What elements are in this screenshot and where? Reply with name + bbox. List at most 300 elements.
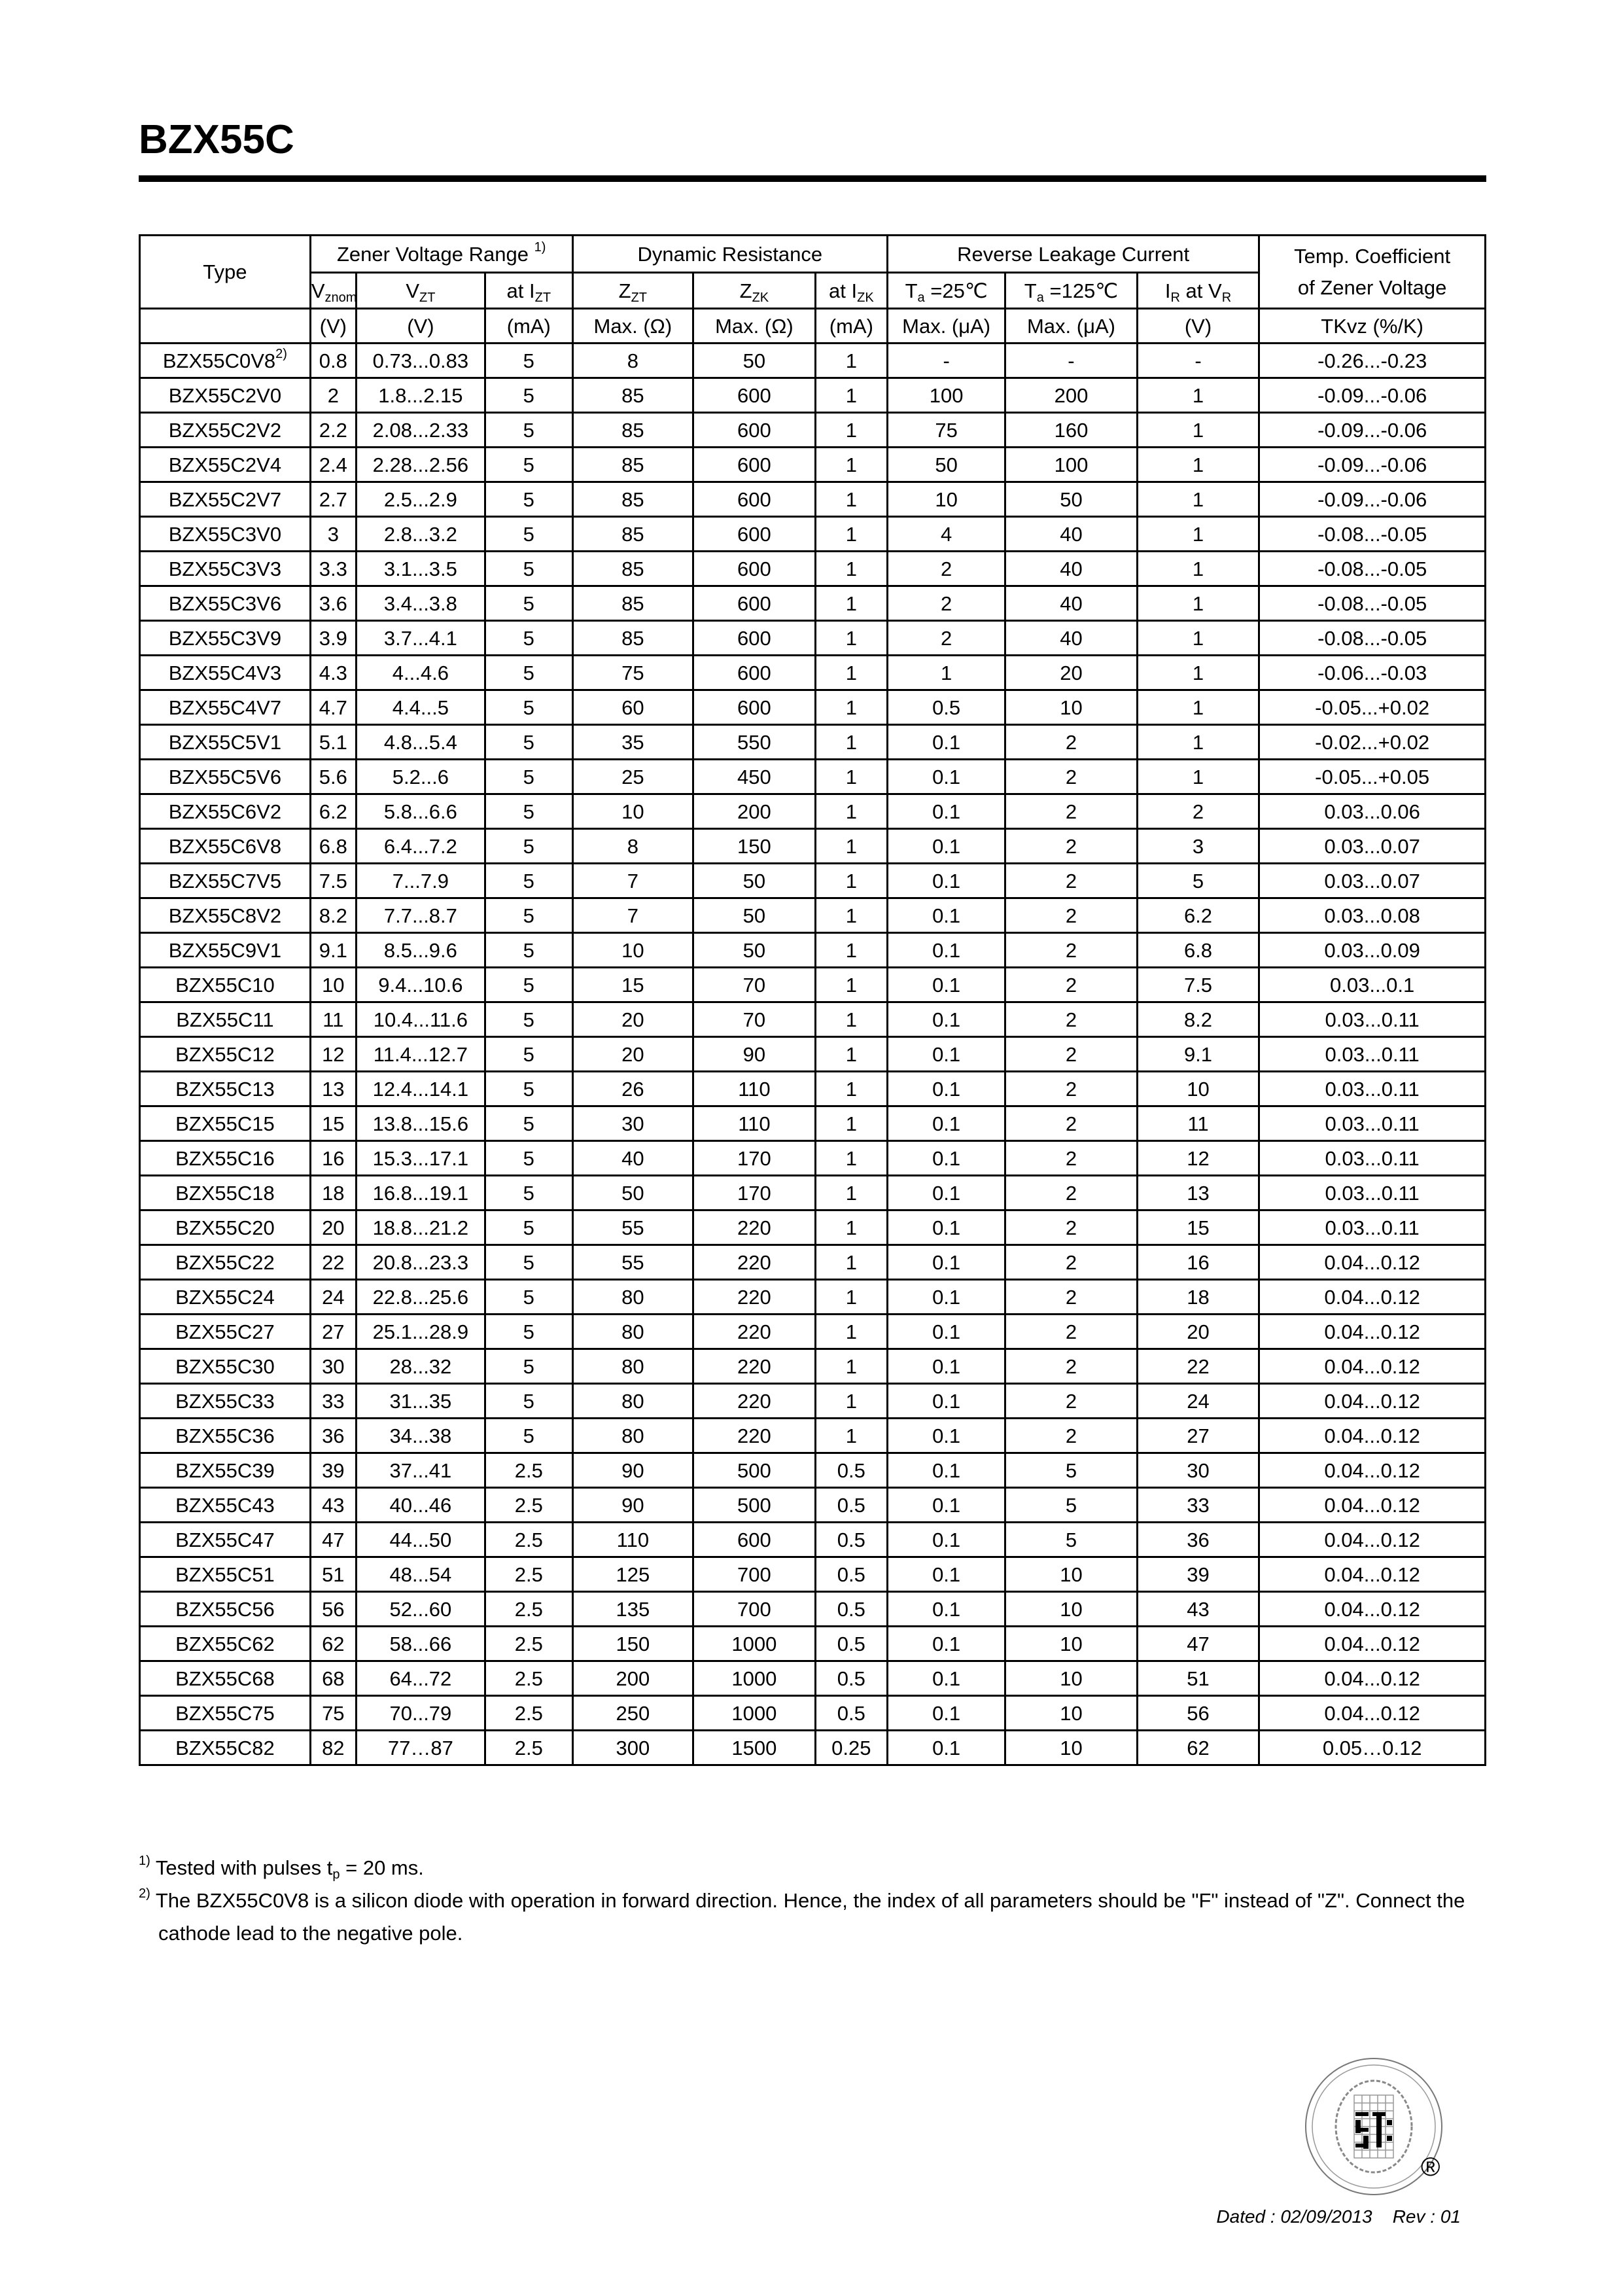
- table-cell: BZX55C20: [140, 1210, 311, 1245]
- table-cell: 110: [693, 1106, 816, 1141]
- table-cell: 47: [1137, 1627, 1259, 1661]
- table-cell: 0.03...0.11: [1259, 1002, 1486, 1037]
- table-cell: 220: [693, 1349, 816, 1384]
- table-cell: 0.04...0.12: [1259, 1627, 1486, 1661]
- table-cell: 5: [485, 517, 573, 552]
- table-cell: 10: [1005, 1592, 1137, 1627]
- table-cell: 1: [815, 344, 887, 378]
- table-cell: 90: [572, 1453, 693, 1488]
- table-cell: 18: [1137, 1280, 1259, 1315]
- table-cell: 0.03...0.08: [1259, 898, 1486, 933]
- table-row: [140, 1280, 1486, 1315]
- table-cell: 24: [1137, 1384, 1259, 1419]
- header-temp-coefficient-line2: of Zener Voltage: [1297, 275, 1447, 299]
- table-cell: 0.1: [888, 864, 1005, 898]
- table-cell: 1: [815, 725, 887, 760]
- table-cell: 600: [693, 656, 816, 690]
- table-cell: 4.4...5: [356, 690, 485, 725]
- table-cell: 5: [485, 1315, 573, 1349]
- table-cell: 3: [1137, 829, 1259, 864]
- table-cell: 2.5: [485, 1696, 573, 1731]
- table-cell: 10: [1005, 690, 1137, 725]
- table-cell: 0.1: [888, 760, 1005, 794]
- table-cell: 1.8...2.15: [356, 378, 485, 413]
- table-cell: 5: [485, 864, 573, 898]
- table-cell: 30: [572, 1106, 693, 1141]
- table-cell: 2.5...2.9: [356, 482, 485, 517]
- table-cell: 10: [1005, 1557, 1137, 1592]
- page-title: BZX55C: [139, 117, 294, 162]
- table-row: [140, 1141, 1486, 1176]
- table-cell: 0.1: [888, 1037, 1005, 1072]
- table-cell: 0.1: [888, 1661, 1005, 1696]
- table-cell: 0.1: [888, 1072, 1005, 1106]
- table-cell: 0.1: [888, 1592, 1005, 1627]
- table-cell: 5: [485, 378, 573, 413]
- table-cell: 13.8...15.6: [356, 1106, 485, 1141]
- table-cell: 50: [1005, 482, 1137, 517]
- table-cell: 11: [1137, 1106, 1259, 1141]
- table-cell: 200: [572, 1661, 693, 1696]
- table-cell: 22: [310, 1245, 356, 1280]
- table-cell: 1: [815, 1384, 887, 1419]
- header-zener-range-label: Zener Voltage Range: [337, 242, 529, 266]
- table-row: [140, 864, 1486, 898]
- table-cell: 5: [1005, 1488, 1137, 1523]
- table-cell: 8: [572, 344, 693, 378]
- table-cell: 170: [693, 1176, 816, 1210]
- table-cell: 0.1: [888, 1384, 1005, 1419]
- unit-type-blank: [140, 309, 311, 344]
- table-cell: 5: [485, 760, 573, 794]
- table-cell: 1: [815, 1349, 887, 1384]
- table-cell: 5: [485, 413, 573, 448]
- table-cell: -0.08...-0.05: [1259, 586, 1486, 621]
- table-cell: 20.8...23.3: [356, 1245, 485, 1280]
- table-cell: 0.5: [815, 1523, 887, 1557]
- table-cell: 2: [1005, 794, 1137, 829]
- table-cell: BZX55C13: [140, 1072, 311, 1106]
- table-cell: 22.8...25.6: [356, 1280, 485, 1315]
- table-cell: 3.6: [310, 586, 356, 621]
- table-cell: 1: [815, 1037, 887, 1072]
- table-cell: 450: [693, 760, 816, 794]
- table-cell: 0.1: [888, 968, 1005, 1002]
- table-cell: 6.2: [1137, 898, 1259, 933]
- table-row: [140, 1245, 1486, 1280]
- table-cell: 0.03...0.11: [1259, 1037, 1486, 1072]
- table-cell: 0.5: [815, 1696, 887, 1731]
- table-cell: 0.1: [888, 1176, 1005, 1210]
- table-cell: 0.04...0.12: [1259, 1592, 1486, 1627]
- table-cell: 1: [815, 933, 887, 968]
- table-cell: -0.09...-0.06: [1259, 378, 1486, 413]
- table-cell: 80: [572, 1349, 693, 1384]
- table-cell: 5: [1005, 1453, 1137, 1488]
- table-cell: 43: [1137, 1592, 1259, 1627]
- table-cell: 30: [310, 1349, 356, 1384]
- table-cell: 50: [572, 1176, 693, 1210]
- table-cell: 85: [572, 448, 693, 482]
- table-row: [140, 1349, 1486, 1384]
- table-cell: 90: [572, 1488, 693, 1523]
- footnote-ref-2: 2): [275, 346, 287, 361]
- table-cell: 39: [1137, 1557, 1259, 1592]
- table-cell: 0.04...0.12: [1259, 1419, 1486, 1453]
- table-cell: BZX55C5V6: [140, 760, 311, 794]
- table-cell: 600: [693, 448, 816, 482]
- table-cell: 75: [572, 656, 693, 690]
- table-cell: 2: [1005, 1419, 1137, 1453]
- table-cell: 31...35: [356, 1384, 485, 1419]
- table-cell: 2: [1005, 1245, 1137, 1280]
- table-cell: 50: [693, 898, 816, 933]
- table-row: [140, 1315, 1486, 1349]
- table-cell: BZX55C56: [140, 1592, 311, 1627]
- table-cell: 2.5: [485, 1557, 573, 1592]
- header-at-izt: at $I_{ZT}$: [485, 273, 573, 309]
- table-cell: 0.05…0.12: [1259, 1731, 1486, 1765]
- header-row-units: [140, 309, 1486, 344]
- table-cell: 2: [1137, 794, 1259, 829]
- table-cell: 2.5: [485, 1523, 573, 1557]
- unit-izk: (mA): [815, 309, 887, 344]
- table-cell: 0.73...0.83: [356, 344, 485, 378]
- table-cell: 10: [572, 933, 693, 968]
- table-cell: 0.04...0.12: [1259, 1349, 1486, 1384]
- table-cell: BZX55C15: [140, 1106, 311, 1141]
- table-cell: 0.1: [888, 1210, 1005, 1245]
- table-cell: 7.5: [310, 864, 356, 898]
- table-row: [140, 933, 1486, 968]
- table-cell: 5: [485, 656, 573, 690]
- table-cell: 700: [693, 1592, 816, 1627]
- table-cell: 1: [815, 482, 887, 517]
- table-cell: 110: [693, 1072, 816, 1106]
- table-cell: 70...79: [356, 1696, 485, 1731]
- table-cell: 85: [572, 482, 693, 517]
- table-cell: 7...7.9: [356, 864, 485, 898]
- table-cell: 6.8: [310, 829, 356, 864]
- table-cell: BZX55C2V0: [140, 378, 311, 413]
- table-cell: BZX55C47: [140, 1523, 311, 1557]
- table-cell: -0.06...-0.03: [1259, 656, 1486, 690]
- table-cell: 1: [815, 1002, 887, 1037]
- header-vznom: $V_{znom}$: [310, 273, 356, 309]
- table-cell: 16: [1137, 1245, 1259, 1280]
- table-cell: 2: [1005, 1384, 1137, 1419]
- table-cell: 100: [1005, 448, 1137, 482]
- table-cell: 5: [485, 1141, 573, 1176]
- table-cell: 1: [815, 829, 887, 864]
- table-cell: 10: [1005, 1731, 1137, 1765]
- header-ta-125: $T_a$ =125℃: [1005, 273, 1137, 309]
- unit-ir-125: Max. (μA): [1005, 309, 1137, 344]
- table-cell: 1: [815, 656, 887, 690]
- table-cell: 5: [485, 690, 573, 725]
- table-cell: BZX55C18: [140, 1176, 311, 1210]
- table-cell: 5: [485, 1280, 573, 1315]
- table-cell: 600: [693, 621, 816, 656]
- table-cell: 25: [572, 760, 693, 794]
- table-cell: 2: [1005, 725, 1137, 760]
- table-cell: 220: [693, 1315, 816, 1349]
- table-cell: 110: [572, 1523, 693, 1557]
- table-cell: 0.5: [815, 1557, 887, 1592]
- table-cell: 30: [1137, 1453, 1259, 1488]
- table-cell: 2: [1005, 1002, 1137, 1037]
- spec-table: [139, 234, 1486, 1766]
- table-cell: 6.2: [310, 794, 356, 829]
- table-cell: 48...54: [356, 1557, 485, 1592]
- table-cell: 0.03...0.09: [1259, 933, 1486, 968]
- table-cell: 1000: [693, 1627, 816, 1661]
- table-cell: 1: [815, 378, 887, 413]
- table-cell: -0.09...-0.06: [1259, 413, 1486, 448]
- table-cell: 5: [485, 829, 573, 864]
- footnote-ref-1: 1): [534, 239, 546, 255]
- table-cell: BZX55C2V7: [140, 482, 311, 517]
- table-cell: 5.2...6: [356, 760, 485, 794]
- table-row: [140, 1627, 1486, 1661]
- table-cell: 1: [815, 517, 887, 552]
- table-cell: 600: [693, 482, 816, 517]
- table-cell: 2.4: [310, 448, 356, 482]
- table-cell: 20: [310, 1210, 356, 1245]
- table-cell: 2: [1005, 760, 1137, 794]
- table-cell: 550: [693, 725, 816, 760]
- table-cell: 3.3: [310, 552, 356, 586]
- table-cell: 0.1: [888, 1627, 1005, 1661]
- table-cell: 0.03...0.11: [1259, 1141, 1486, 1176]
- table-cell: -0.05...+0.05: [1259, 760, 1486, 794]
- table-cell: 56: [1137, 1696, 1259, 1731]
- table-cell: 2.2: [310, 413, 356, 448]
- table-cell: 0.03...0.11: [1259, 1072, 1486, 1106]
- table-row: [140, 1176, 1486, 1210]
- table-cell: 0.1: [888, 794, 1005, 829]
- table-cell: 5: [1005, 1523, 1137, 1557]
- table-cell: 55: [572, 1245, 693, 1280]
- table-cell: 1: [815, 586, 887, 621]
- table-cell: 1: [815, 552, 887, 586]
- table-cell: 1: [815, 413, 887, 448]
- table-cell: 6.8: [1137, 933, 1259, 968]
- table-row: [140, 690, 1486, 725]
- table-cell: -0.08...-0.05: [1259, 517, 1486, 552]
- table-cell: 34...38: [356, 1419, 485, 1453]
- table-cell: BZX55C22: [140, 1245, 311, 1280]
- table-cell: 15: [310, 1106, 356, 1141]
- unit-izt: (mA): [485, 309, 573, 344]
- table-cell: 0.1: [888, 1488, 1005, 1523]
- table-cell: BZX55C4V7: [140, 690, 311, 725]
- table-cell: 1: [1137, 413, 1259, 448]
- table-cell: BZX55C3V6: [140, 586, 311, 621]
- table-cell: 37...41: [356, 1453, 485, 1488]
- table-cell: 7: [572, 864, 693, 898]
- table-cell: BZX55C33: [140, 1384, 311, 1419]
- table-cell: 4: [888, 517, 1005, 552]
- table-cell: 2: [1005, 1037, 1137, 1072]
- table-cell: 1: [888, 656, 1005, 690]
- table-cell: 0.8: [310, 344, 356, 378]
- table-cell: 220: [693, 1419, 816, 1453]
- table-cell: 135: [572, 1592, 693, 1627]
- table-cell: 0.1: [888, 1731, 1005, 1765]
- table-cell: 70: [693, 968, 816, 1002]
- table-cell: 0.1: [888, 1696, 1005, 1731]
- table-cell: 0.25: [815, 1731, 887, 1765]
- table-row: [140, 1661, 1486, 1696]
- table-cell: 18.8...21.2: [356, 1210, 485, 1245]
- table-cell: 33: [1137, 1488, 1259, 1523]
- table-cell: 11.4...12.7: [356, 1037, 485, 1072]
- table-cell: 0.5: [888, 690, 1005, 725]
- table-cell: 50: [693, 864, 816, 898]
- table-cell: 13: [310, 1072, 356, 1106]
- table-cell: 13: [1137, 1176, 1259, 1210]
- table-cell: 125: [572, 1557, 693, 1592]
- table-cell: 2: [1005, 1176, 1137, 1210]
- table-cell: 10: [1005, 1696, 1137, 1731]
- table-cell: 16.8...19.1: [356, 1176, 485, 1210]
- table-cell: 0.04...0.12: [1259, 1384, 1486, 1419]
- table-row: [140, 968, 1486, 1002]
- table-cell: 1: [815, 1280, 887, 1315]
- table-cell: 0.5: [815, 1453, 887, 1488]
- table-cell: 5: [485, 1245, 573, 1280]
- table-row: [140, 586, 1486, 621]
- table-cell: BZX55C43: [140, 1488, 311, 1523]
- table-cell: 24: [310, 1280, 356, 1315]
- table-cell: BZX55C24: [140, 1280, 311, 1315]
- table-cell: 4.3: [310, 656, 356, 690]
- table-cell: 0.03...0.07: [1259, 829, 1486, 864]
- table-cell: 2: [310, 378, 356, 413]
- table-cell: 3.4...3.8: [356, 586, 485, 621]
- table-cell: 8.2: [310, 898, 356, 933]
- table-cell: 600: [693, 413, 816, 448]
- table-row: [140, 482, 1486, 517]
- header-reverse-leakage: Reverse Leakage Current: [888, 236, 1259, 273]
- table-cell: 2.5: [485, 1731, 573, 1765]
- table-cell: 1: [815, 690, 887, 725]
- table-cell: 1: [1137, 690, 1259, 725]
- table-cell: 6.4...7.2: [356, 829, 485, 864]
- table-cell: 5: [485, 621, 573, 656]
- table-cell: 85: [572, 413, 693, 448]
- table-cell: 2: [1005, 1106, 1137, 1141]
- table-cell: 2.5: [485, 1453, 573, 1488]
- table-cell: 16: [310, 1141, 356, 1176]
- table-cell: 0.03...0.07: [1259, 864, 1486, 898]
- table-cell: 0.1: [888, 1453, 1005, 1488]
- table-cell: 2: [1005, 1315, 1137, 1349]
- table-cell: 85: [572, 552, 693, 586]
- table-cell: 0.1: [888, 1280, 1005, 1315]
- table-cell: 40...46: [356, 1488, 485, 1523]
- table-cell: 0.04...0.12: [1259, 1661, 1486, 1696]
- table-cell: 28...32: [356, 1349, 485, 1384]
- table-cell: 0.04...0.12: [1259, 1557, 1486, 1592]
- table-row: [140, 448, 1486, 482]
- table-cell: 20: [572, 1037, 693, 1072]
- header-at-izk: at $I_{ZK}$: [815, 273, 887, 309]
- table-cell: 150: [693, 829, 816, 864]
- table-cell: 5: [485, 1210, 573, 1245]
- table-cell: 1: [815, 621, 887, 656]
- table-cell: 40: [1005, 517, 1137, 552]
- table-cell: 5: [485, 344, 573, 378]
- table-cell: 200: [693, 794, 816, 829]
- table-cell: 0.1: [888, 1106, 1005, 1141]
- table-cell: 2.5: [485, 1488, 573, 1523]
- table-cell: 70: [693, 1002, 816, 1037]
- table-cell: 2: [1005, 968, 1137, 1002]
- table-cell: 10.4...11.6: [356, 1002, 485, 1037]
- table-row: [140, 1037, 1486, 1072]
- table-cell: 40: [1005, 552, 1137, 586]
- table-cell: 4.7: [310, 690, 356, 725]
- table-cell: -: [888, 344, 1005, 378]
- table-cell: 0.04...0.12: [1259, 1245, 1486, 1280]
- table-cell: 1: [815, 1072, 887, 1106]
- table-cell: 18: [310, 1176, 356, 1210]
- table-cell: 50: [693, 933, 816, 968]
- table-cell: 600: [693, 378, 816, 413]
- table-cell: -0.08...-0.05: [1259, 621, 1486, 656]
- table-cell: 0.03...0.11: [1259, 1106, 1486, 1141]
- table-cell: 5: [485, 482, 573, 517]
- table-cell: 2.5: [485, 1627, 573, 1661]
- table-cell: 0.1: [888, 1141, 1005, 1176]
- unit-vzt: (V): [356, 309, 485, 344]
- table-cell: BZX55C68: [140, 1661, 311, 1696]
- table-cell: 500: [693, 1453, 816, 1488]
- table-cell: 40: [572, 1141, 693, 1176]
- table-cell: BZX55C2V2: [140, 413, 311, 448]
- table-cell: 2.8...3.2: [356, 517, 485, 552]
- table-cell: 39: [310, 1453, 356, 1488]
- table-cell: -: [1137, 344, 1259, 378]
- table-cell: 2: [1005, 1141, 1137, 1176]
- table-cell: 1: [1137, 482, 1259, 517]
- table-row: [140, 1696, 1486, 1731]
- table-cell: 2: [1005, 829, 1137, 864]
- table-cell: BZX55C7V5: [140, 864, 311, 898]
- table-row: [140, 1384, 1486, 1419]
- table-cell: 7.5: [1137, 968, 1259, 1002]
- table-cell: 3.7...4.1: [356, 621, 485, 656]
- unit-tk: TKvz (%/K): [1259, 309, 1486, 344]
- table-cell: BZX55C82: [140, 1731, 311, 1765]
- table-cell: 2: [1005, 1349, 1137, 1384]
- table-cell: 55: [572, 1210, 693, 1245]
- table-cell: BZX55C6V8: [140, 829, 311, 864]
- table-cell: BZX55C75: [140, 1696, 311, 1731]
- table-cell: 0.5: [815, 1661, 887, 1696]
- table-row: [140, 378, 1486, 413]
- table-cell: BZX55C62: [140, 1627, 311, 1661]
- table-cell: 50: [693, 344, 816, 378]
- table-cell: 300: [572, 1731, 693, 1765]
- table-cell: 27: [310, 1315, 356, 1349]
- table-cell: 1: [815, 794, 887, 829]
- table-cell: 62: [310, 1627, 356, 1661]
- table-cell: BZX55C3V9: [140, 621, 311, 656]
- table-cell: 90: [693, 1037, 816, 1072]
